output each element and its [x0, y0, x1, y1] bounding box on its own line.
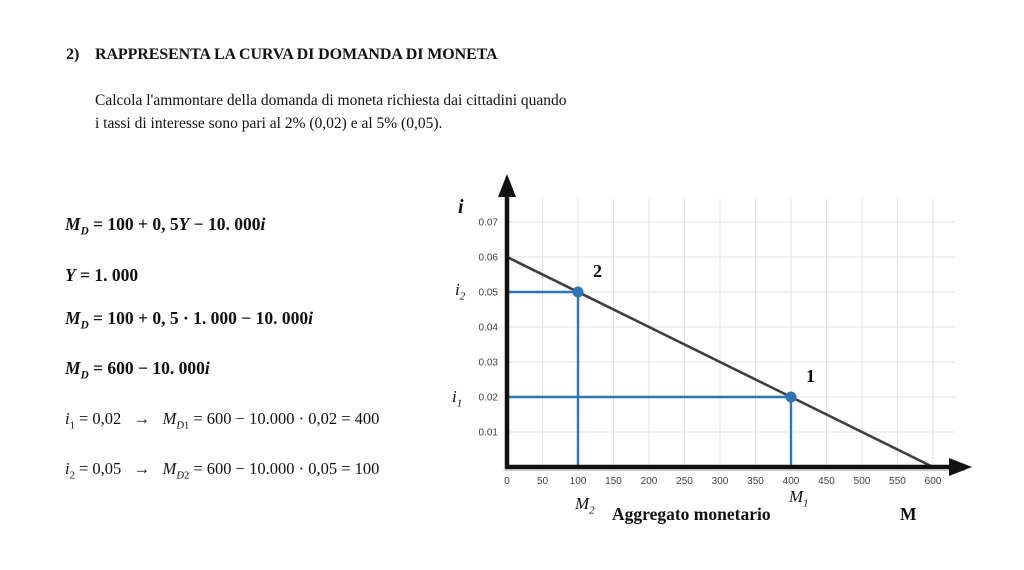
i2-axis-label: [455, 280, 465, 302]
i2-base: i: [455, 280, 460, 299]
exercise-number: 2): [66, 46, 80, 63]
x-tick-label: 200: [640, 476, 658, 487]
x-tick-label: 450: [818, 476, 835, 487]
y-tick-label: 0.03: [478, 357, 498, 369]
equation-row: $M_D = 100 + 0$, 5 · 1. 000 − 10. 000i: [65, 307, 314, 331]
point-label: 1: [806, 366, 815, 386]
equation-row: $M_D = 100 + 0$, 5Y − 10. 000i: [65, 214, 266, 238]
x-axis-title: Aggregato monetario: [612, 504, 771, 524]
y-axis-symbol: i: [458, 196, 464, 218]
y-tick-label: 0.04: [478, 322, 498, 334]
x-tick-label: 500: [853, 476, 871, 487]
y-tick-label: 0.01: [478, 427, 498, 439]
y-tick-label: 0.07: [478, 217, 498, 229]
x-tick-label: 600: [924, 476, 942, 487]
x-tick-label: 350: [747, 476, 764, 487]
x-axis-symbol: M: [900, 504, 917, 524]
m2-sub: 2: [589, 504, 595, 517]
equation-row: $i_2 = 0,05 \to M_{D2} = 600 - 10.000 \cdot 0,05 = 100$: [65, 458, 380, 482]
intro-text-line2: i tassi di interesse sono pari al 2% (0,02) e al 5% (0,05).: [95, 115, 443, 132]
y-tick-label: 0.06: [478, 252, 498, 264]
i2-sub: 2: [459, 290, 466, 303]
point-label: 2: [593, 261, 602, 281]
x-tick-label: 100: [569, 476, 587, 487]
intro-text-line1: Calcola l'ammontare della domanda di moneta richiesta dai cittadini quando: [95, 92, 567, 109]
m2-axis-label: [575, 494, 595, 516]
equations: [65, 214, 379, 509]
equation-row: $i_1 = 0,02 \to M_{D1} = 600 - 10.000 \cdot 0,02 = 400$: [65, 408, 380, 431]
i1-base: i: [452, 387, 457, 406]
x-tick-label: 300: [711, 476, 729, 487]
equation-row: Y = 1. 000: [65, 264, 139, 285]
x-tick-label: 400: [782, 476, 800, 487]
i1-sub: 1: [456, 397, 463, 410]
x-tick-label: 250: [676, 476, 693, 487]
x-tick-label: 50: [536, 476, 549, 487]
y-axis-arrow-icon: [498, 174, 516, 197]
x-tick-label: 0: [504, 476, 510, 487]
m2-base: M: [575, 494, 590, 513]
data-point-dot: [786, 392, 797, 403]
x-axis-arrow-icon: [949, 458, 972, 476]
data-point-dot: [573, 287, 584, 298]
m1-base: M: [789, 487, 804, 506]
y-tick-label: 0.05: [478, 287, 498, 299]
page-title: RAPPRESENTA LA CURVA DI DOMANDA DI MONETA: [95, 46, 498, 63]
equation-row: $M_D = 600 - 10$. 000i: [65, 358, 210, 382]
m1-sub: 1: [803, 497, 809, 510]
x-tick-label: 550: [889, 476, 906, 487]
x-tick-label: 150: [605, 476, 622, 487]
i1-axis-label: [452, 387, 462, 409]
m1-axis-label: [789, 487, 809, 509]
y-tick-label: 0.02: [478, 392, 498, 404]
